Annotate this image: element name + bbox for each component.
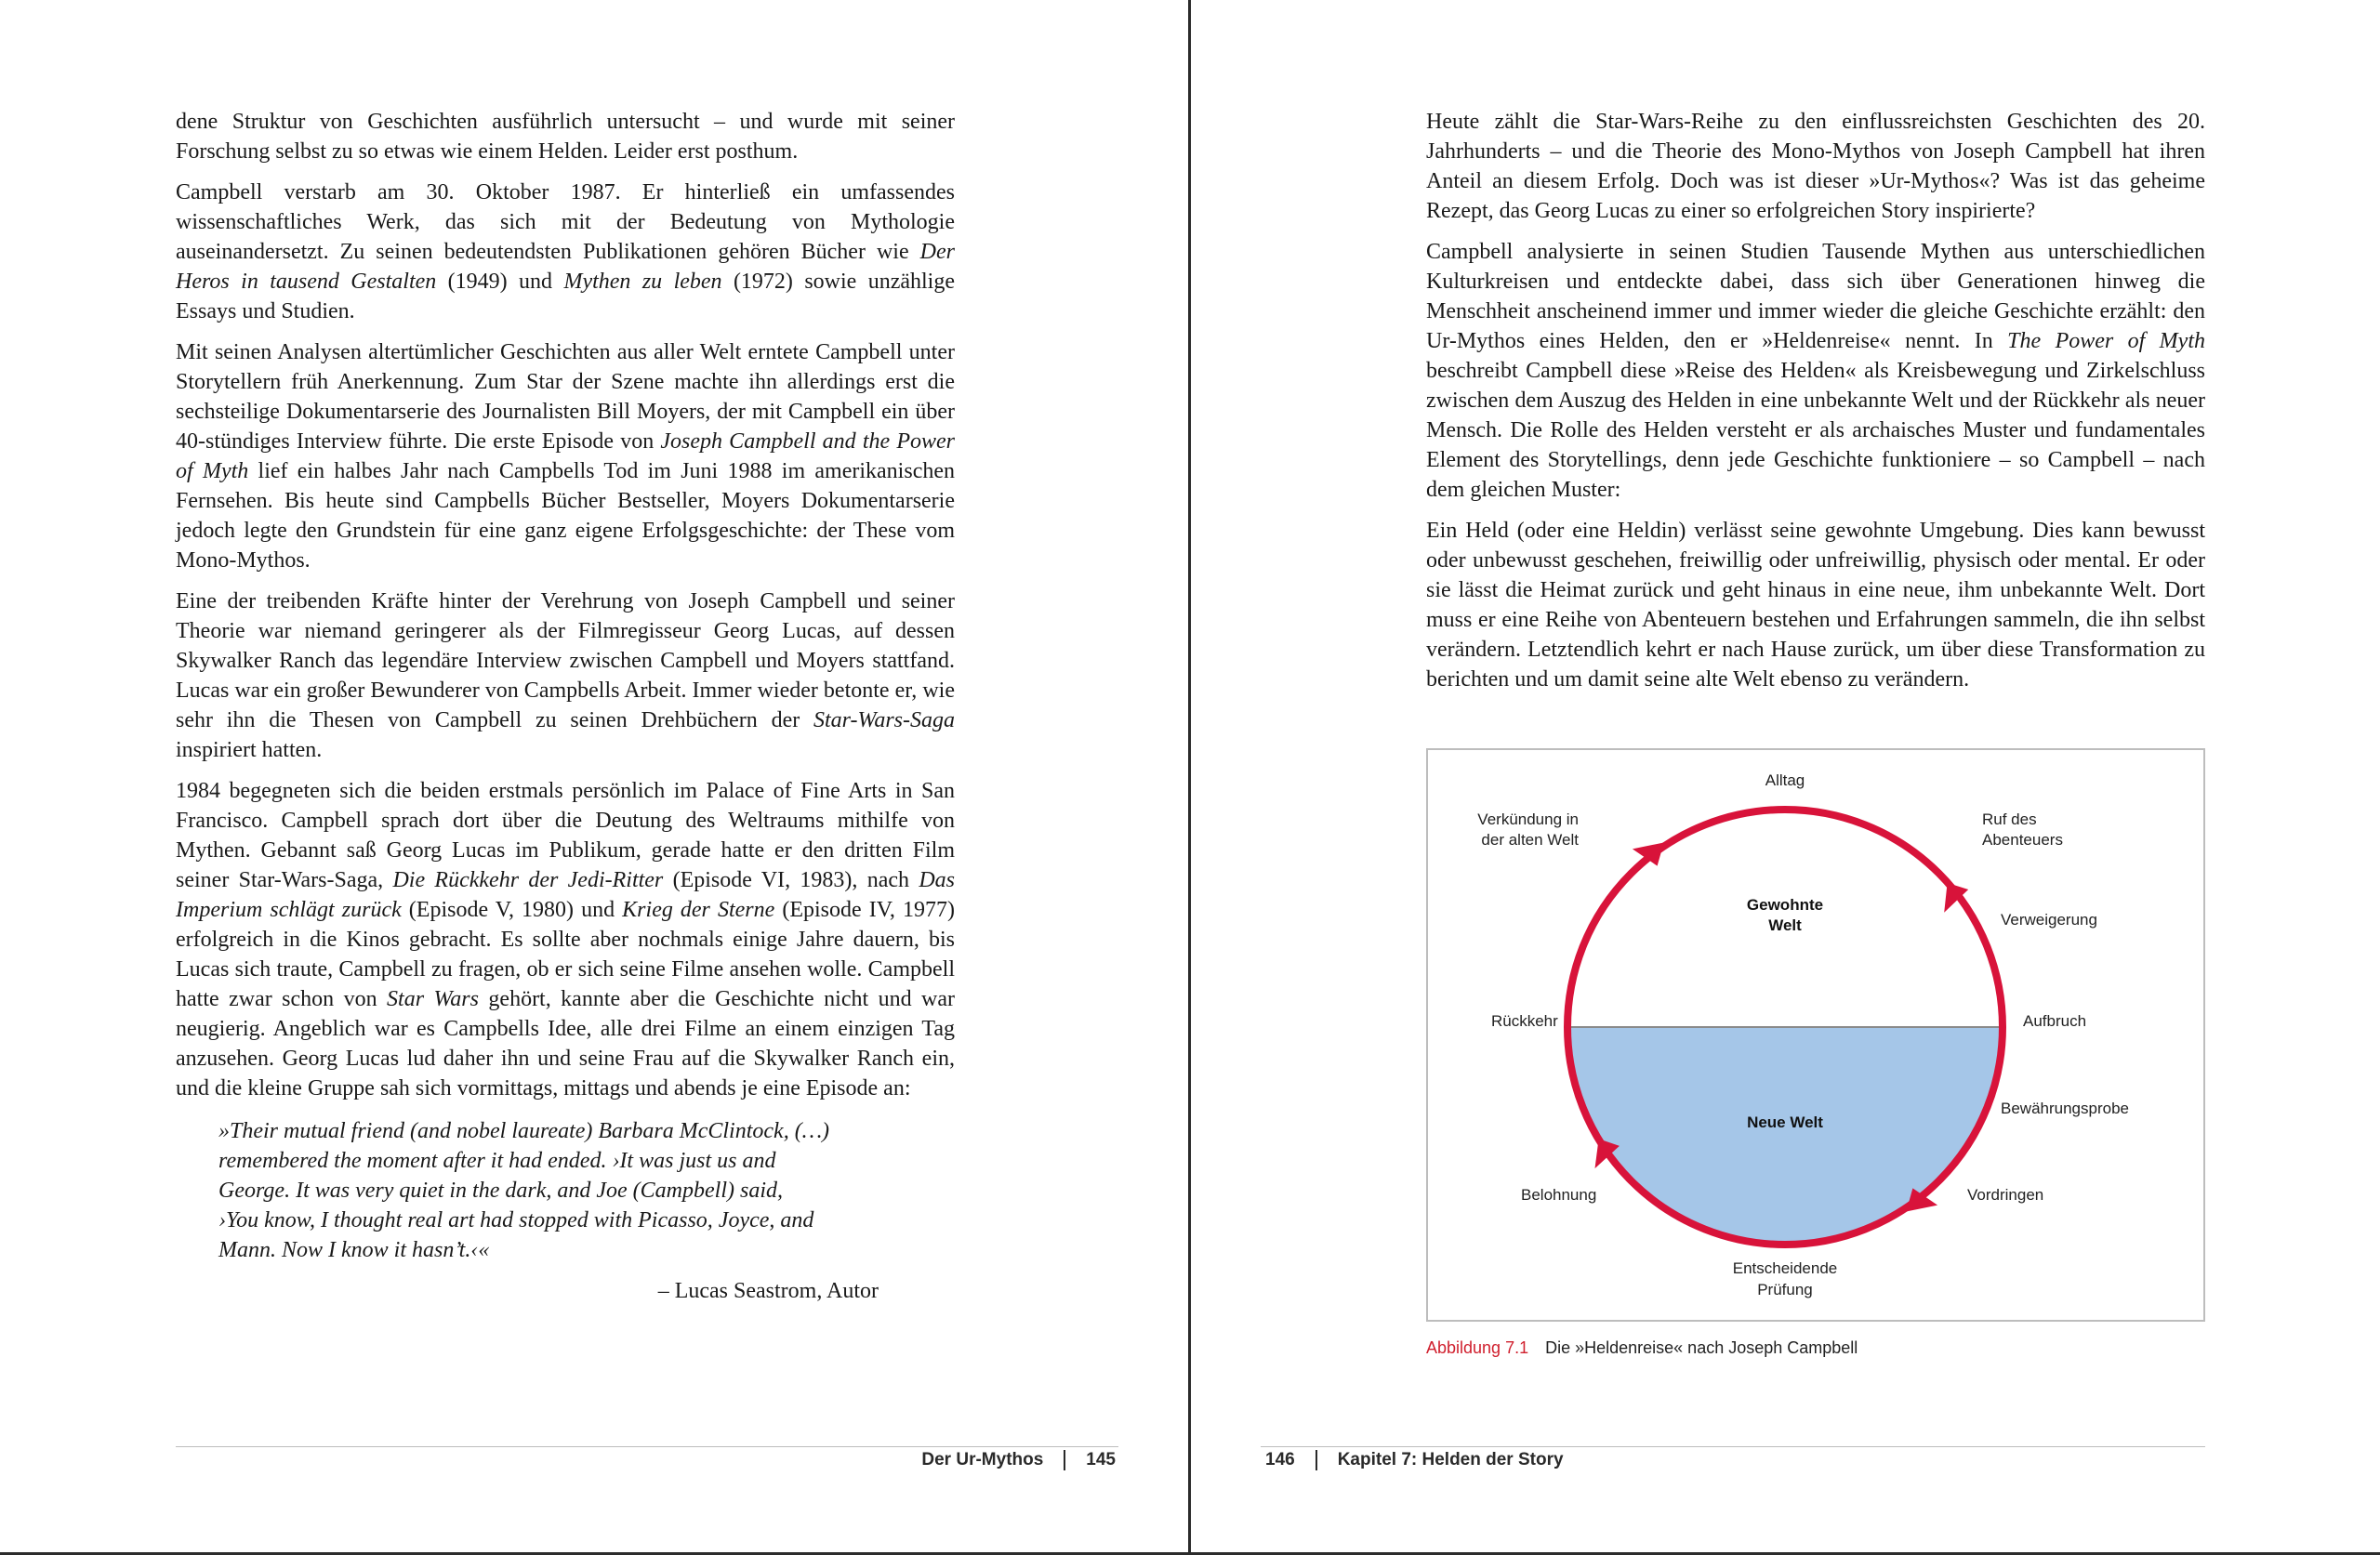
label-gewohnte-welt: Gewohnte xyxy=(1746,896,1824,914)
quote-line: George. It was very quiet in the dark, and Joe (Campbell) said, xyxy=(218,1179,783,1203)
italic-title: Star-Wars-Saga xyxy=(813,708,955,732)
running-footer-right xyxy=(1265,1450,1564,1470)
label-aufbruch: Aufbruch xyxy=(2023,1012,2087,1030)
figure-caption xyxy=(1426,1338,1858,1358)
italic-title: Joseph Campbell and the Power of Myth xyxy=(176,429,955,483)
label-ruf-des-abenteuers: Ruf des xyxy=(1982,810,2037,828)
page-number: 145 xyxy=(1086,1450,1116,1469)
body-paragraph xyxy=(176,178,955,326)
text-run: (Episode V, 1980) und xyxy=(401,898,623,922)
text-run: beschreibt Campbell diese »Reise des Helden« als Kreisbewegung und Zirkelschluss zwischen dem Auszug des Helden in eine unbekannte Welt und der Rückkehr als neuer Mensch. Die Rolle des Helden versteht er als archaisches Muster und fundamentales Element des Storytellings, denn jede Geschichte funktioniere – so Campbell – nach dem gleichen Muster: xyxy=(1426,359,2205,502)
text-run: inspiriert hatten. xyxy=(176,738,323,762)
italic-title: Krieg der Sterne xyxy=(622,898,775,922)
text-run: Campbell verstarb am 30. Oktober 1987. Er hinterließ ein umfassendes wissenschaftliches Werk, das sich mit der Bedeutung von Mythologie auseinandersetzt. Zu seinen bedeutendsten Publikationen gehören Bücher wie xyxy=(176,180,955,264)
label-belohnung: Belohnung xyxy=(1521,1186,1597,1204)
label-entscheidende-pruefung: Prüfung xyxy=(1757,1281,1813,1298)
body-paragraph xyxy=(1426,107,2205,226)
left-text-column xyxy=(176,107,955,1306)
quote-line: »Their mutual friend (and nobel laureate) Barbara McClintock, (…) xyxy=(218,1119,830,1143)
text-run: Campbell analysierte in seinen Studien Tausende Mythen aus unterschiedlichen Kulturkreisen und entdeckte dabei, dass sich über Generationen hinweg die Menschheit anscheinend immer und immer wieder die gleiche Geschichte erzählt: den Ur-Mythos eines Helden, den er »Heldenreise« nennt. In xyxy=(1426,240,2205,353)
label-alltag: Alltag xyxy=(1765,771,1805,789)
text-run: 1984 begegneten sich die beiden erstmals persönlich im Palace of Fine Arts in San Francisco. Campbell sprach dort über die Deutung des Weltraums mithilfe von Mythen. Gebannt saß Georg Lucas im Publikum, gerade hatte er den dritten Film seiner Star-Wars-Saga, xyxy=(176,779,955,892)
label-verkuendung: Verkündung in xyxy=(1477,810,1579,828)
text-run: Ein Held (oder eine Heldin) verlässt seine gewohnte Umgebung. Dies kann bewusst oder unbewusst geschehen, freiwillig oder unfreiwillig, physisch oder mental. Er oder sie lässt die Heimat zurück und geht hinaus in eine neue, ihm unbekannte Welt. Dort muss er eine Reihe von Abenteuern bestehen und Erfahrungen sammeln, die ihn selbst verändern. Letztendlich kehrt er nach Hause zurück, um über diese Transformation zu berichten und um damit seine alte Welt ebenso zu verändern. xyxy=(1426,519,2205,692)
body-paragraph xyxy=(1426,516,2205,694)
footer-rule xyxy=(1261,1446,2205,1447)
text-run: gehört, kannte aber die Geschichte nicht und war neugierig. Angeblich war es Campbells Idee, alle drei Filme an einem einzigen Tag anzusehen. Georg Lucas lud daher ihn und seine Frau auf die Skywalker Ranch ein, und die kleine Gruppe sah sich vormittags, mittags und abends je eine Episode an: xyxy=(176,987,956,1100)
running-title: Der Ur-Mythos xyxy=(921,1450,1044,1469)
text-run: (Episode IV, 1977) erfolgreich in die Kinos gebracht. Es sollte aber nochmals einige Jahre dauern, bis Lucas sich traute, Campbell zu fragen, ob er sich seine Filme ansehen wolle. Campbell hatte zwar schon von xyxy=(176,898,955,1011)
footer-rule xyxy=(176,1446,1118,1447)
right-page xyxy=(1191,0,2380,1555)
italic-title: Die Rückkehr der Jedi-Ritter xyxy=(392,868,664,892)
label-rueckkehr: Rückkehr xyxy=(1491,1012,1558,1030)
quote-author: – Lucas Seastrom, Autor xyxy=(657,1279,879,1303)
running-footer-left xyxy=(921,1450,1116,1470)
body-paragraph xyxy=(1426,237,2205,505)
italic-title: Der Heros in tausend Gestalten xyxy=(176,240,955,294)
italic-title: Star Wars xyxy=(387,987,479,1011)
text-run: (1949) und xyxy=(436,270,564,294)
body-paragraph xyxy=(176,107,955,166)
text-run: (1972) sowie unzählige Essays und Studien. xyxy=(176,270,956,323)
text-run: dene Struktur von Geschichten ausführlich untersucht – und wurde mit seiner Forschung selbst zu so etwas wie einem Helden. Leider erst posthum. xyxy=(176,110,955,164)
text-run: (Episode VI, 1983), nach xyxy=(663,868,919,892)
label-entscheidende-pruefung: Entscheidende xyxy=(1732,1259,1838,1277)
body-paragraph xyxy=(176,337,955,575)
label-verkuendung: der alten Welt xyxy=(1481,831,1579,849)
italic-title: Das Imperium schlägt zurück xyxy=(176,868,956,922)
label-gewohnte-welt: Welt xyxy=(1768,916,1802,934)
caption-number: Abbildung 7.1 xyxy=(1426,1338,1529,1357)
body-paragraph xyxy=(176,776,955,1103)
text-run: Eine der treibenden Kräfte hinter der Verehrung von Joseph Campbell und seiner Theorie war niemand geringerer als der Filmregisseur Georg Lucas, auf dessen Skywalker Ranch das legendäre Interview zwischen Campbell und Moyers stattfand. Lucas war ein großer Bewunderer von Campbells Arbeit. Immer wieder betonte er, wie sehr ihn die Thesen von Campbell zu seinen Drehbüchern der xyxy=(176,589,955,732)
quote-line: Mann. Now I know it hasn’t.‹« xyxy=(218,1238,490,1262)
label-vordringen: Vordringen xyxy=(1967,1186,2044,1204)
italic-title: Mythen zu leben xyxy=(563,270,722,294)
label-neue-welt: Neue Welt xyxy=(1747,1114,1823,1131)
heroes-journey-figure xyxy=(1426,748,2205,1322)
heroes-journey-diagram xyxy=(1428,750,2203,1320)
caption-text: Die »Heldenreise« nach Joseph Campbell xyxy=(1545,1338,1858,1357)
block-quote xyxy=(218,1116,879,1306)
page-number: 146 xyxy=(1265,1450,1295,1469)
quote-line: ›You know, I thought real art had stopped with Picasso, Joyce, and xyxy=(218,1208,814,1232)
body-paragraph xyxy=(176,586,955,765)
running-title: Kapitel 7: Helden der Story xyxy=(1337,1450,1564,1469)
footer-divider xyxy=(1316,1450,1317,1470)
text-run: Mit seinen Analysen altertümlicher Geschichten aus aller Welt erntete Campbell unter Storytellern früh Anerkennung. Zum Star der Szene machte ihn allerdings erst die sechsteilige Dokumentarserie des Journalisten Bill Moyers, der mit Campbell ein über 40-stündiges Interview führte. Die erste Episode von xyxy=(176,340,955,454)
footer-divider xyxy=(1064,1450,1065,1470)
new-world-area xyxy=(1567,1027,2003,1245)
label-ruf-des-abenteuers: Abenteuers xyxy=(1982,831,2063,849)
text-run: lief ein halbes Jahr nach Campbells Tod im Juni 1988 im amerikanischen Fernsehen. Bis heute sind Campbells Bücher Bestseller, Moyers Dokumentarserie jedoch legte den Grundstein für eine ganz eigene Erfolgsgeschichte: der These vom Mono-Mythos. xyxy=(176,459,955,573)
italic-title: The Power of Myth xyxy=(2007,329,2205,353)
left-page xyxy=(0,0,1188,1555)
text-run: Heute zählt die Star-Wars-Reihe zu den einflussreichsten Geschichten des 20. Jahrhunderts – und die Theorie des Mono-Mythos von Joseph Campbell hat ihren Anteil an diesem Erfolg. Doch was ist dieser »Ur-Mythos«? Was ist das geheime Rezept, das Georg Lucas zu einer so erfolgreichen Story inspirierte? xyxy=(1426,110,2205,223)
quote-line: remembered the moment after it had ended. ›It was just us and xyxy=(218,1149,776,1173)
right-text-column xyxy=(1426,107,2205,694)
label-verweigerung: Verweigerung xyxy=(2001,911,2097,929)
label-bewaehrungsprobe: Bewährungsprobe xyxy=(2001,1100,2129,1117)
